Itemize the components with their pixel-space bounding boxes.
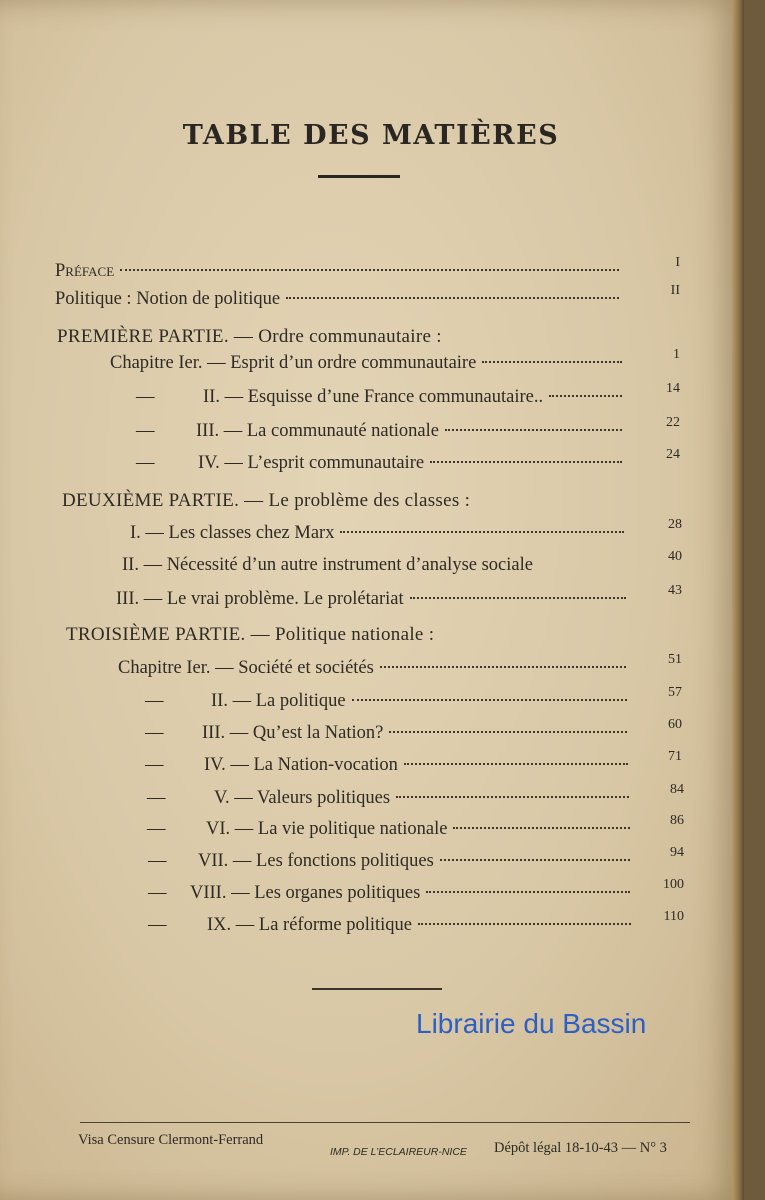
toc-page-number: 71	[668, 749, 682, 764]
ditto-dash: —	[148, 915, 167, 935]
leader-dots	[445, 429, 622, 431]
toc-entry-label: IV. — L’esprit communautaire	[198, 453, 425, 473]
ditto-dash: —	[136, 453, 155, 473]
toc-entry-label: Politique : Notion de politique	[55, 289, 281, 309]
leader-dots	[286, 297, 619, 299]
page-title: TABLE DES MATIÈRES	[182, 120, 560, 151]
toc-page-number: 84	[670, 782, 684, 797]
toc-chapter	[0, 652, 700, 681]
toc-entry-label: II. — La politique	[211, 691, 346, 711]
leader-dots	[426, 891, 630, 893]
toc-entry-label: I. — Les classes chez Marx	[130, 523, 335, 543]
page-edge	[732, 0, 744, 1200]
toc-page-number: 14	[666, 381, 680, 396]
toc-chapter	[0, 583, 700, 612]
part-heading-3: TROISIÈME PARTIE. — Politique nationale :	[66, 624, 435, 645]
leader-dots	[380, 666, 626, 668]
ditto-dash: —	[136, 387, 155, 407]
toc-page-number: 40	[668, 549, 682, 564]
part-heading-2: DEUXIÈME PARTIE. — Le problème des classes :	[62, 490, 471, 511]
leader-dots	[352, 699, 627, 701]
toc-page-number: 43	[668, 583, 682, 598]
leader-dots	[410, 597, 626, 599]
leader-dots	[418, 923, 631, 925]
leader-dots	[549, 395, 622, 397]
toc-entry-label: II. — Esquisse d’une France communautaire..	[203, 387, 544, 407]
toc-entry-label: III. — Qu’est la Nation?	[202, 723, 384, 743]
footer-rule	[80, 1122, 690, 1123]
end-rule	[312, 988, 442, 990]
part-heading-1: PREMIÈRE PARTIE. — Ordre communautaire :	[57, 326, 442, 347]
ditto-dash: —	[145, 723, 164, 743]
toc-entry-politique	[0, 283, 700, 312]
leader-dots	[404, 763, 628, 765]
ditto-dash: —	[145, 691, 164, 711]
toc-chapter	[0, 717, 700, 746]
toc-chapter	[0, 909, 700, 938]
toc-page-number: II	[670, 283, 680, 298]
footer-depot: Dépôt légal 18-10-43 — N° 3	[494, 1140, 667, 1156]
leader-dots	[340, 531, 624, 533]
toc-page-number: 57	[668, 685, 682, 700]
ditto-dash: —	[145, 755, 164, 775]
toc-entry-preface	[0, 255, 700, 284]
toc-entry-label: VI. — La vie politique nationale	[206, 819, 448, 839]
leader-dots	[396, 796, 629, 798]
toc-chapter	[0, 381, 700, 410]
ditto-dash: —	[136, 421, 155, 441]
toc-entry-label: IV. — La Nation-vocation	[204, 755, 398, 775]
footer-imprimeur: IMP. DE L’ECLAIREUR-NICE	[330, 1146, 467, 1158]
watermark: Librairie du Bassin	[416, 1008, 647, 1039]
leader-dots	[430, 461, 622, 463]
toc-chapter	[0, 877, 700, 906]
toc-page-number: 86	[670, 813, 684, 828]
title-underline	[318, 175, 400, 178]
toc-chapter	[0, 782, 700, 811]
footer-censure: Visa Censure Clermont-Ferrand	[78, 1132, 264, 1148]
toc-chapter	[0, 685, 700, 714]
toc-page-number: 110	[663, 909, 684, 924]
toc-page-number: 51	[668, 652, 682, 667]
toc-chapter	[0, 845, 700, 874]
leader-dots	[482, 361, 622, 363]
leader-dots	[453, 827, 630, 829]
leader-dots	[389, 731, 627, 733]
toc-chapter	[0, 813, 700, 842]
toc-entry-label: VIII. — Les organes politiques	[190, 883, 421, 903]
ditto-dash: —	[148, 883, 167, 903]
toc-page-number: 94	[670, 845, 684, 860]
toc-page-number: 24	[666, 447, 680, 462]
ditto-dash: —	[147, 788, 166, 808]
ditto-dash: —	[148, 851, 167, 871]
toc-chapter	[0, 347, 700, 376]
toc-entry-label: IX. — La réforme politique	[207, 915, 412, 935]
toc-chapter	[0, 447, 700, 476]
toc-entry-label: VII. — Les fonctions politiques	[198, 851, 434, 871]
toc-entry-label: Chapitre Ier. — Esprit d’un ordre communautaire	[110, 353, 477, 373]
toc-chapter	[0, 517, 700, 546]
toc-page-number: 22	[666, 415, 680, 430]
toc-page-number: 1	[673, 347, 680, 362]
toc-entry-label: V. — Valeurs politiques	[214, 788, 391, 808]
toc-page-number: 60	[668, 717, 682, 732]
toc-entry-label: Chapitre Ier. — Société et sociétés	[118, 658, 374, 678]
toc-entry-label: III. — La communauté nationale	[196, 421, 439, 441]
toc-entry-label: Préface	[55, 261, 115, 281]
leader-dots	[120, 269, 619, 271]
ditto-dash: —	[147, 819, 166, 839]
toc-page-number: 28	[668, 517, 682, 532]
leader-dots	[440, 859, 630, 861]
toc-entry-label: III. — Le vrai problème. Le prolétariat	[116, 589, 404, 609]
toc-chapter	[0, 749, 700, 778]
toc-page-number: I	[675, 255, 680, 270]
toc-page-number: 100	[663, 877, 684, 892]
toc-entry-label: II. — Nécessité d’un autre instrument d’analyse sociale	[122, 555, 533, 575]
toc-chapter	[0, 415, 700, 444]
toc-chapter	[0, 549, 700, 578]
